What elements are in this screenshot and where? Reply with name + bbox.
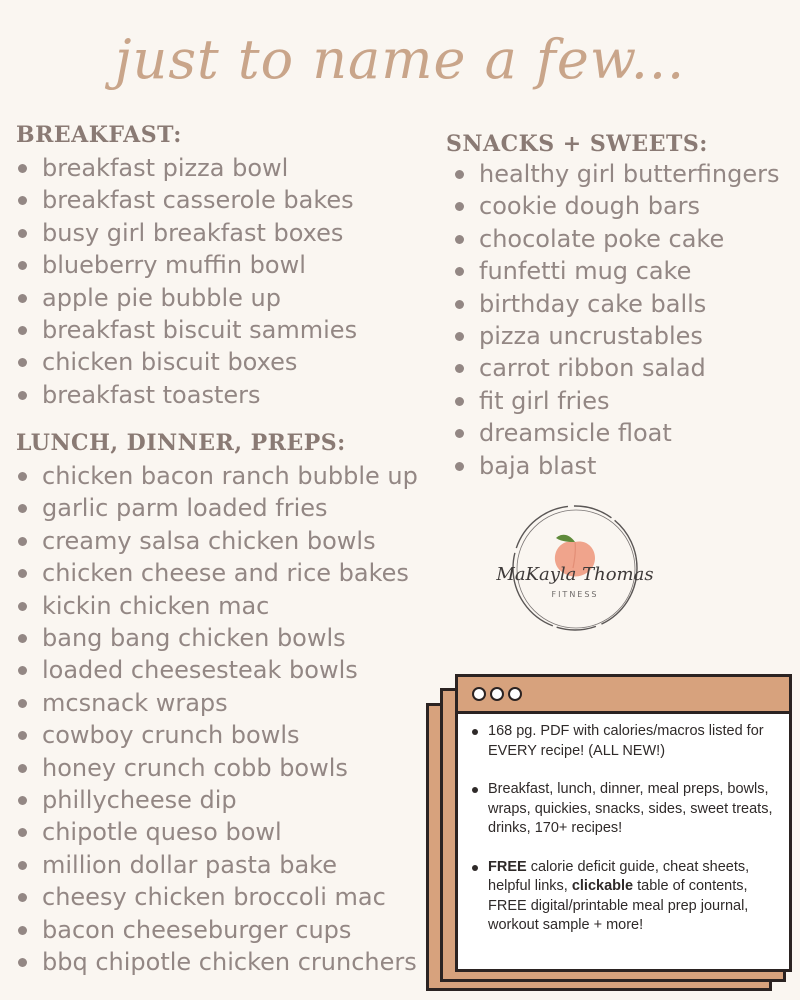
window-titlebar: [458, 677, 789, 711]
info-content: [458, 711, 789, 969]
list-item: busy girl breakfast boxes: [16, 217, 357, 249]
list-item: honey crunch cobb bowls: [16, 752, 418, 784]
list-item: funfetti mug cake: [453, 255, 779, 287]
list-item: kickin chicken mac: [16, 590, 418, 622]
snacks-heading: SNACKS + SWEETS:: [446, 131, 708, 157]
free-label: FREE: [488, 858, 527, 875]
list-item: garlic parm loaded fries: [16, 492, 418, 524]
list-item: breakfast toasters: [16, 379, 357, 411]
lunch-heading: LUNCH, DINNER, PREPS:: [16, 430, 346, 456]
brand-logo: [490, 498, 660, 638]
list-item: bacon cheeseburger cups: [16, 914, 418, 946]
list-item: blueberry muffin bowl: [16, 249, 357, 281]
list-item: breakfast pizza bowl: [16, 152, 357, 184]
window-dot-icon: [508, 687, 522, 701]
list-item: phillycheese dip: [16, 784, 418, 816]
list-item: chicken biscuit boxes: [16, 346, 357, 378]
list-item: cowboy crunch bowls: [16, 719, 418, 751]
list-item: cookie dough bars: [453, 190, 779, 222]
list-item: pizza uncrustables: [453, 320, 779, 352]
list-item: breakfast casserole bakes: [16, 184, 357, 216]
list-item: carrot ribbon salad: [453, 352, 779, 384]
list-item: apple pie bubble up: [16, 282, 357, 314]
logo-tagline: FITNESS: [551, 590, 599, 599]
extras-text-a: calorie deficit guide, cheat sheets, helpful links,: [488, 858, 750, 894]
window-dot-icon: [472, 687, 486, 701]
list-item: bang bang chicken bowls: [16, 622, 418, 654]
window-dot-icon: [490, 687, 504, 701]
lunch-list: [16, 460, 418, 979]
list-item: mcsnack wraps: [16, 687, 418, 719]
logo-name: MaKayla Thomas: [496, 564, 654, 585]
clickable-label: clickable: [571, 878, 634, 894]
info-bullet-recipes: Breakfast, lunch, dinner, meal preps, bowls, wraps, quickies, snacks, sides, sweet treats, drinks, 170+ recipes!: [488, 780, 779, 839]
list-item: chicken cheese and rice bakes: [16, 557, 418, 589]
snacks-list: [453, 158, 779, 482]
list-item: creamy salsa chicken bowls: [16, 525, 418, 557]
list-item: dreamsicle float: [453, 417, 779, 449]
list-item: baja blast: [453, 450, 779, 482]
breakfast-heading: BREAKFAST:: [16, 122, 182, 148]
list-item: loaded cheesesteak bowls: [16, 654, 418, 686]
list-item: chipotle queso bowl: [16, 816, 418, 848]
list-item: fit girl fries: [453, 385, 779, 417]
list-item: birthday cake balls: [453, 288, 779, 320]
list-item: cheesy chicken broccoli mac: [16, 881, 418, 913]
list-item: bbq chipotle chicken crunchers: [16, 946, 418, 978]
list-item: chocolate poke cake: [453, 223, 779, 255]
list-item: healthy girl butterfingers: [453, 158, 779, 190]
info-bullet-extras: [488, 858, 779, 936]
extras-text-b: table of contents, FREE digital/printable meal prep journal, workout sample + more!: [488, 878, 749, 933]
info-bullet-pdf: 168 pg. PDF with calories/macros listed for EVERY recipe! (ALL NEW!): [488, 722, 779, 761]
page-title: just to name a few...: [114, 28, 686, 91]
list-item: breakfast biscuit sammies: [16, 314, 357, 346]
info-card: [455, 674, 792, 972]
list-item: chicken bacon ranch bubble up: [16, 460, 418, 492]
breakfast-list: [16, 152, 357, 411]
list-item: million dollar pasta bake: [16, 849, 418, 881]
